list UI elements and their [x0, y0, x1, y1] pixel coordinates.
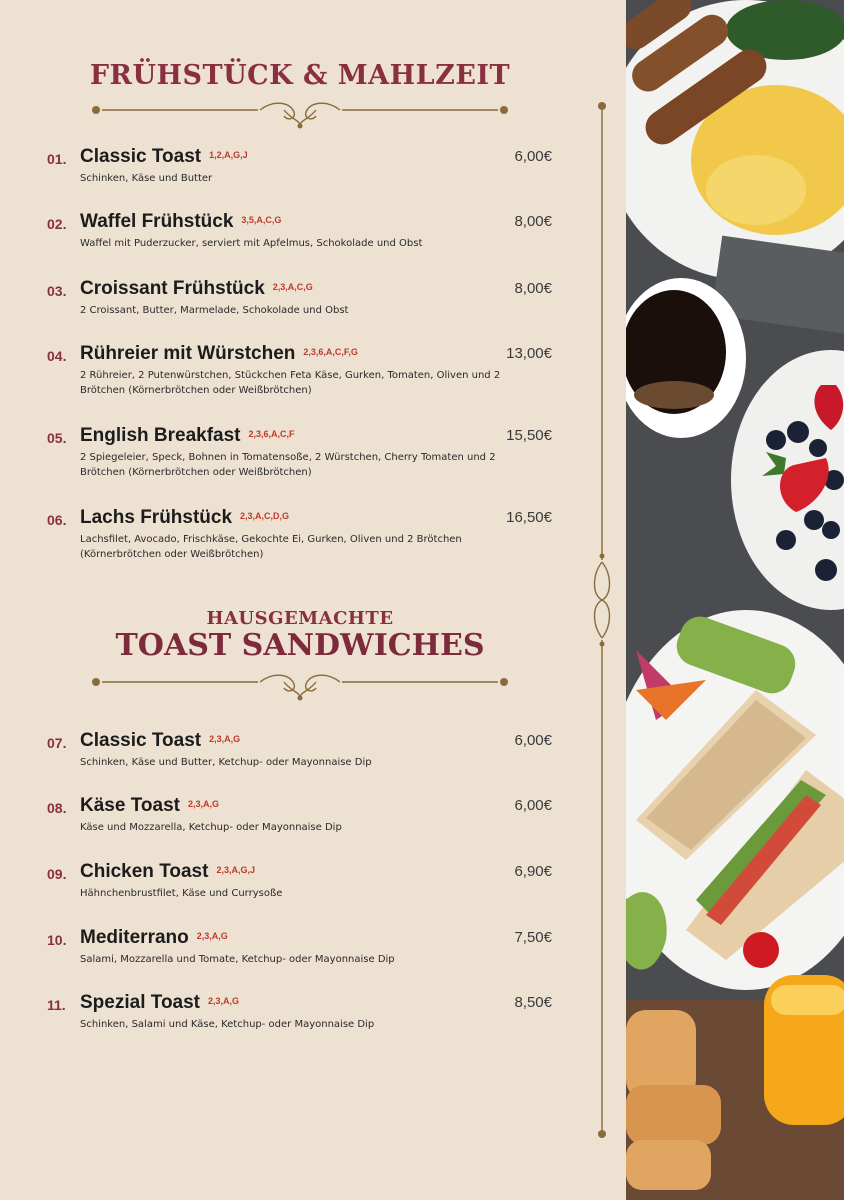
- allergen-codes: 2,3,A,G: [196, 931, 228, 941]
- allergen-codes: 2,3,A,G: [187, 799, 219, 809]
- item-description: Schinken, Käse und Butter, Ketchup- oder Mayonnaise Dip: [80, 757, 372, 768]
- allergen-codes: 2,3,A,G: [209, 734, 241, 744]
- item-name: [80, 795, 219, 817]
- item-price: 8,50€: [514, 994, 552, 1011]
- item-price: 15,50€: [506, 427, 552, 444]
- breakfast-food-photo: [626, 0, 844, 1200]
- item-description: 2 Rühreier, 2 Putenwürstchen, Stückchen Feta Käse, Gurken, Tomaten, Oliven und 2 Brötchen (Körnerbrötchen oder Weißbrötchen): [80, 370, 501, 396]
- item-name: [80, 992, 239, 1014]
- item-price: 8,00€: [514, 213, 552, 230]
- item-number: 09.: [47, 866, 67, 882]
- item-name-text: English Breakfast: [80, 425, 241, 446]
- allergen-codes: 3,5,A,C,G: [241, 215, 282, 225]
- item-description: 2 Croissant, Butter, Marmelade, Schokolade und Obst: [80, 305, 349, 316]
- item-name-text: Chicken Toast: [80, 861, 209, 882]
- item-number: 04.: [47, 348, 67, 364]
- item-name: [80, 146, 248, 168]
- item-price: 6,90€: [514, 863, 552, 880]
- item-price: 7,50€: [514, 929, 552, 946]
- item-number: 07.: [47, 735, 67, 751]
- item-number: 05.: [47, 430, 67, 446]
- item-description: Lachsfilet, Avocado, Frischkäse, Gekochte Ei, Gurken, Oliven und 2 Brötchen (Körnerbrötchen oder Weißbrötchen): [80, 534, 462, 560]
- item-number: 06.: [47, 512, 67, 528]
- allergen-codes: 2,3,A,G: [208, 996, 240, 1006]
- item-description: Salami, Mozzarella und Tomate, Ketchup- oder Mayonnaise Dip: [80, 954, 395, 965]
- item-description: Schinken, Käse und Butter: [80, 173, 213, 184]
- allergen-codes: 2,3,A,C,G: [272, 282, 313, 292]
- item-description: Schinken, Salami und Käse, Ketchup- oder Mayonnaise Dip: [80, 1019, 375, 1030]
- flourish-divider-icon: [88, 98, 512, 130]
- section-subtitle-sandwiches: HAUSGEMACHTE: [206, 608, 394, 629]
- item-description: Hähnchenbrustfilet, Käse und Currysoße: [80, 888, 283, 899]
- item-name: [80, 730, 240, 752]
- item-description: 2 Spiegeleier, Speck, Bohnen in Tomatensoße, 2 Würstchen, Cherry Tomaten und 2 Brötchen (Körnerbrötchen oder Weißbrötchen): [80, 452, 496, 478]
- item-number: 10.: [47, 932, 67, 948]
- item-name-text: Käse Toast: [80, 795, 180, 816]
- item-name-text: Croissant Frühstück: [80, 278, 265, 299]
- item-name-text: Classic Toast: [80, 730, 202, 751]
- item-description: Käse und Mozzarella, Ketchup- oder Mayonnaise Dip: [80, 822, 342, 833]
- item-name-text: Lachs Frühstück: [80, 507, 233, 528]
- item-name: [80, 343, 358, 365]
- allergen-codes: 2,3,6,A,C,F,G: [303, 347, 358, 357]
- item-name-text: Mediterrano: [80, 927, 189, 948]
- vertical-ornament-icon: [588, 100, 616, 1140]
- item-number: 01.: [47, 151, 67, 167]
- item-number: 02.: [47, 216, 67, 232]
- item-number: 03.: [47, 283, 67, 299]
- item-price: 8,00€: [514, 280, 552, 297]
- item-name: [80, 507, 289, 529]
- item-name: [80, 927, 228, 949]
- allergen-codes: 1,2,A,G,J: [209, 150, 248, 160]
- item-name-text: Spezial Toast: [80, 992, 201, 1013]
- item-name: [80, 425, 295, 447]
- item-price: 6,00€: [514, 148, 552, 165]
- item-number: 11.: [47, 997, 66, 1013]
- item-name-text: Classic Toast: [80, 146, 202, 167]
- allergen-codes: 2,3,A,G,J: [216, 865, 255, 875]
- item-price: 6,00€: [514, 732, 552, 749]
- item-name-text: Waffel Frühstück: [80, 211, 234, 232]
- section-title-sandwiches: TOAST SANDWICHES: [115, 628, 485, 663]
- item-name-text: Rühreier mit Würstchen: [80, 343, 296, 364]
- item-price: 16,50€: [506, 509, 552, 526]
- item-name: [80, 278, 313, 300]
- item-name: [80, 861, 255, 883]
- item-price: 6,00€: [514, 797, 552, 814]
- allergen-codes: 2,3,6,A,C,F: [248, 429, 295, 439]
- item-price: 13,00€: [506, 345, 552, 362]
- item-number: 08.: [47, 800, 67, 816]
- allergen-codes: 2,3,A,C,D,G: [240, 511, 290, 521]
- flourish-divider-icon: [88, 670, 512, 702]
- section-title-breakfast: FRÜHSTÜCK & MAHLZEIT: [89, 60, 511, 91]
- item-name: [80, 211, 281, 233]
- item-description: Waffel mit Puderzucker, serviert mit Apfelmus, Schokolade und Obst: [80, 238, 423, 249]
